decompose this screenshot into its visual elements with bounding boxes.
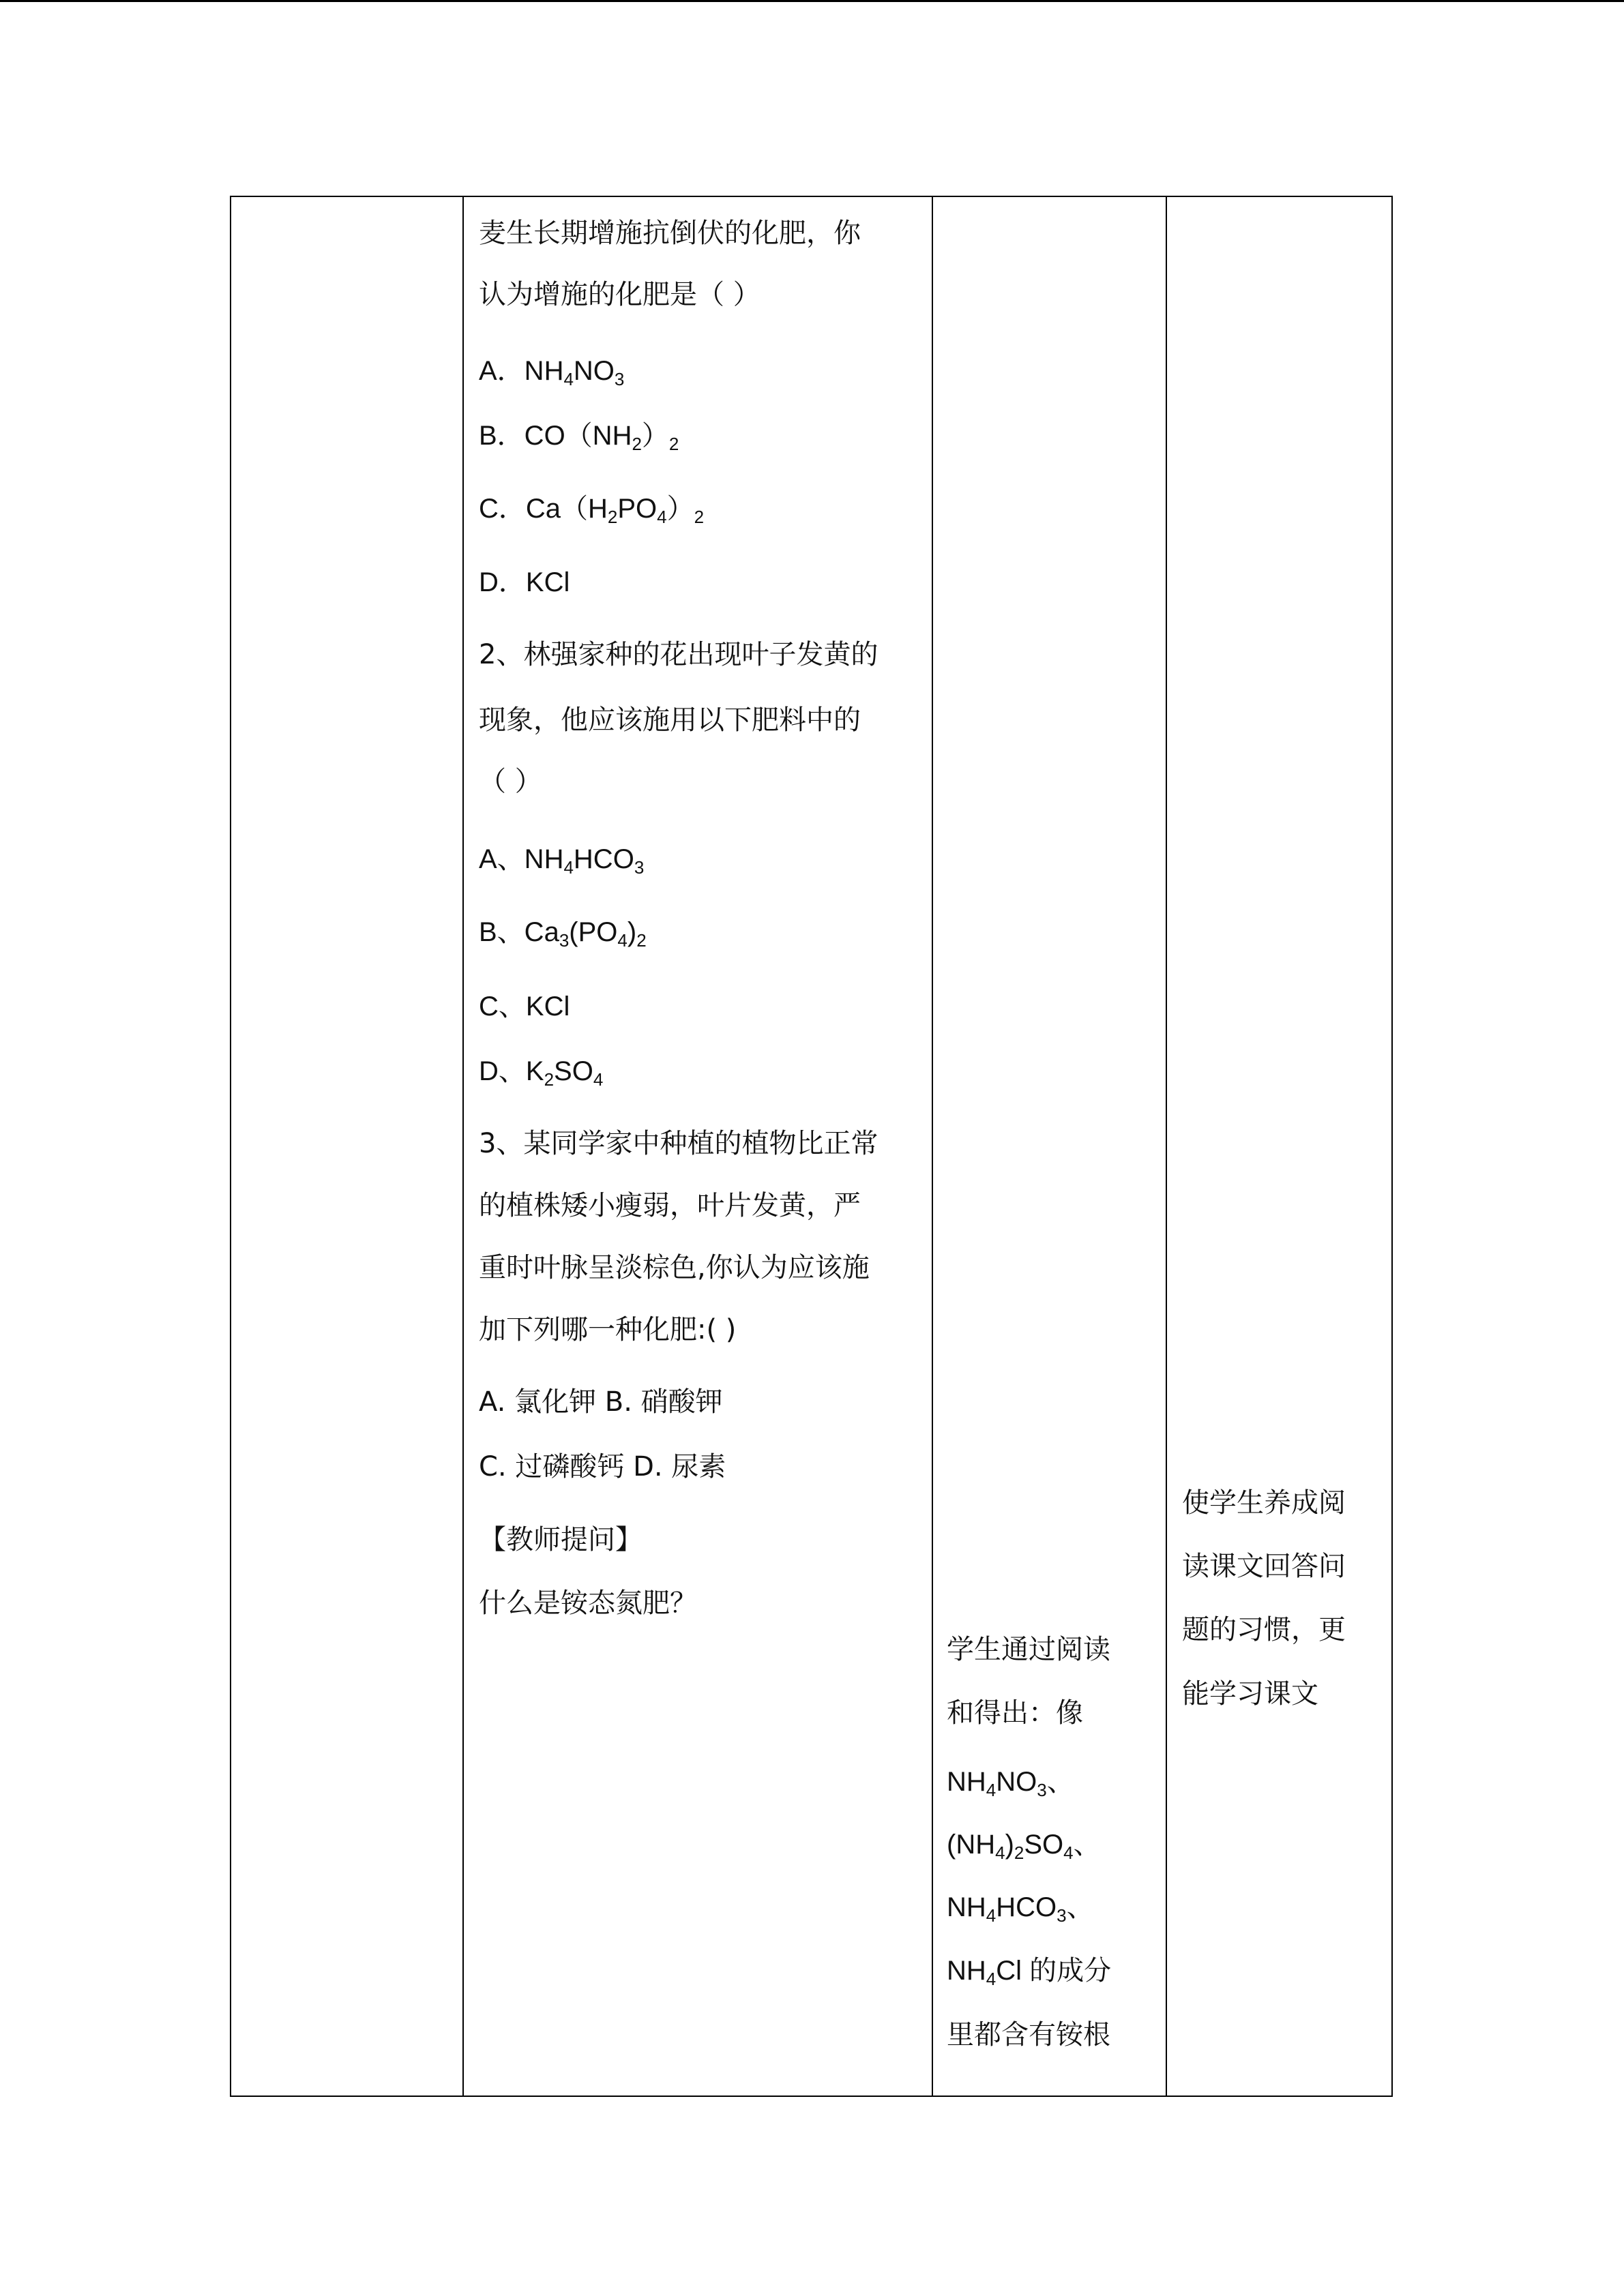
text-line: 加下列哪一种化肥:( ) (479, 1314, 737, 1345)
text-line: 使学生养成阅 (1182, 1487, 1346, 1519)
exercise-cell (479, 197, 929, 2096)
text-line: 读课文回答问 (1182, 1551, 1346, 1582)
text-line: 的植株矮小瘦弱，叶片发黄，严 (479, 1190, 861, 1221)
text-line: 和得出：像 (947, 1697, 1083, 1729)
formula-line: $NH_4NO_3$、 (947, 1767, 1074, 1800)
option-line: B．$CO(NH_2)_2$ (479, 421, 679, 454)
student-activity-cell (947, 197, 1164, 2096)
option-line: B、$Ca_3(PO_4)_2$ (479, 917, 647, 951)
text-line: 麦生长期增施抗倒伏的化肥，你 (479, 218, 861, 249)
option-line: C. 过磷酸钙 D. 尿素 (479, 1451, 726, 1482)
design-intent-cell (1182, 197, 1390, 2096)
option-line: D、$K_2SO_4$ (479, 1056, 604, 1090)
text-line: 认为增施的化肥是（ ） (479, 279, 761, 310)
teacher-question-text: 什么是铵态氮肥？ (479, 1587, 697, 1619)
text-line: （ ） (479, 766, 542, 797)
text-line: 能学习课文 (1182, 1678, 1318, 1710)
lesson-plan-table (230, 196, 1393, 2097)
text-line: 重时叶脉呈淡棕色,你认为应该施 (479, 1252, 870, 1283)
text-line: 3、某同学家中种植的植物比正常 (479, 1128, 879, 1159)
formula-line: $NH_4HCO_3$、 (947, 1892, 1094, 1926)
column-divider-3 (1166, 197, 1167, 2096)
teacher-question-heading: 【教师提问】 (479, 1524, 643, 1555)
text-line: 学生通过阅读 (947, 1634, 1110, 1665)
text-line: 里都含有铵根 (947, 2019, 1110, 2051)
option-line: D．KCl (479, 567, 570, 597)
column-divider-1 (462, 197, 464, 2096)
formula-line: $(NH_4)_2SO_4$、 (947, 1830, 1101, 1863)
option-line: C．$Ca(H_2PO_4)_2$ (479, 494, 705, 527)
option-line: A．$NH_4NO_3$ (479, 356, 625, 389)
text-line: 题的习惯，更 (1182, 1614, 1346, 1645)
column-1-cell (231, 197, 462, 2096)
option-line: A. 氯化钾 B. 硝酸钾 (479, 1386, 723, 1418)
option-line: A、$NH_4HCO_3$ (479, 844, 645, 878)
column-divider-2 (932, 197, 933, 2096)
text-line: 2、林强家种的花出现叶子发黄的 (479, 639, 879, 670)
option-line: C、KCl (479, 992, 570, 1022)
formula-line: $NH_4Cl$ 的成分 (947, 1956, 1112, 1989)
page-top-border (0, 0, 1624, 2)
text-line: 现象，他应该施用以下肥料中的 (479, 704, 861, 736)
